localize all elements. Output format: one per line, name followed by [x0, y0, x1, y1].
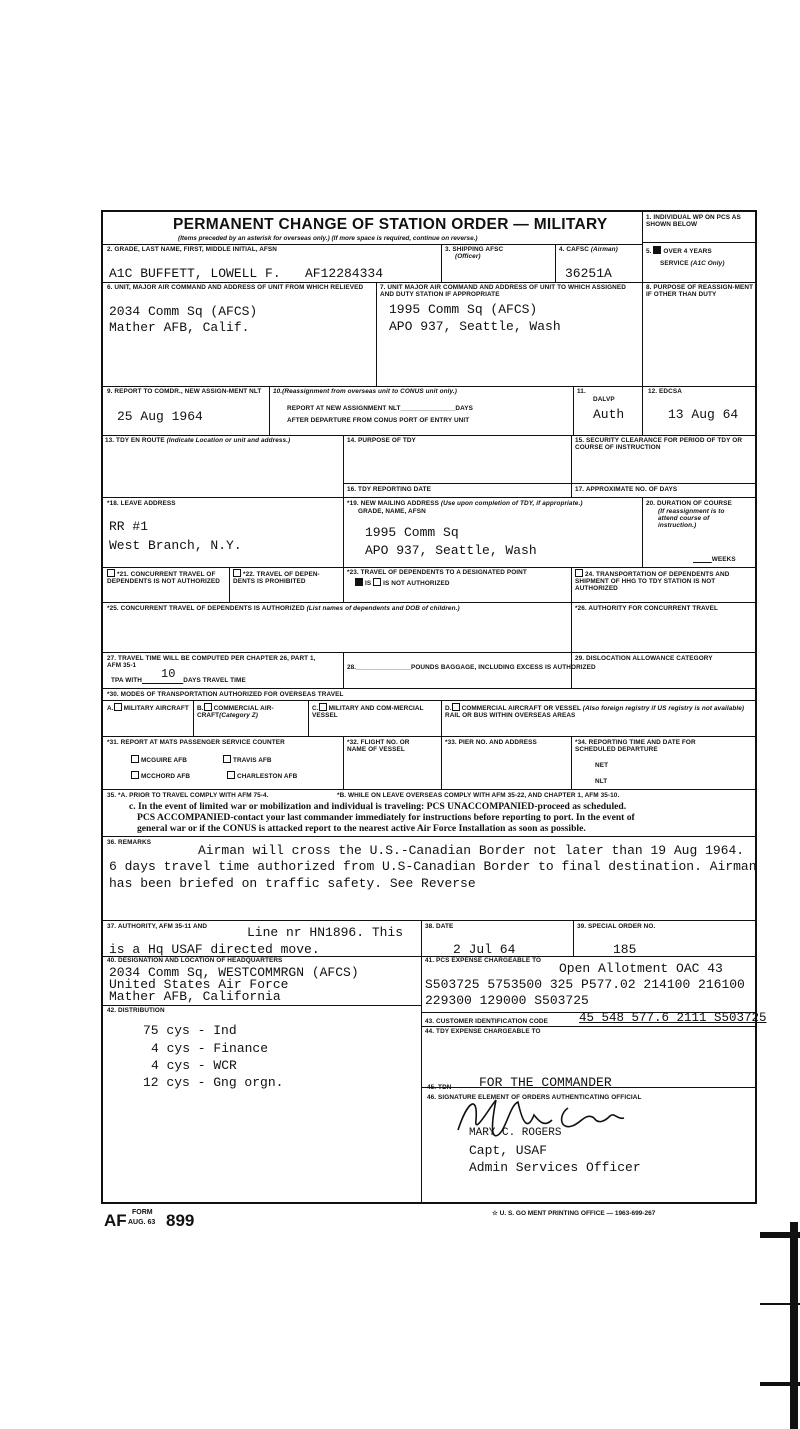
- mcguire-option: MCGUIRE AFB: [131, 755, 187, 764]
- item-20-sub: (If reassignment is to attend course of instruction.): [658, 508, 725, 530]
- item-30-label: *30. MODES OF TRANSPORTATION AUTHORIZED FOR OVERSEAS TRAVEL: [107, 691, 344, 698]
- mcchord-checkbox[interactable]: [131, 771, 139, 779]
- pcs-expense-line-2: S503725 5753500 325 P577.02 214100 216100: [425, 977, 745, 992]
- item-27-tpa: TPA WITH DAYS TRAVEL TIME: [111, 677, 246, 684]
- item-4-label: 4. CAFSC (Airman): [559, 246, 618, 253]
- item-35b-label: *B. WHILE ON LEAVE OVERSEAS COMPLY WITH AFM 35-22, AND CHAPTER 1, AFM 35-10.: [337, 792, 620, 799]
- report-nlt-value: 25 Aug 1964: [117, 409, 203, 424]
- item-37-label: 37. AUTHORITY, AFM 35-11 AND: [107, 923, 208, 930]
- cafsc-value: 36251A: [565, 266, 612, 281]
- signature-image: [448, 1090, 648, 1150]
- item-46-label: 46. SIGNATURE ELEMENT OF ORDERS AUTHENTICATING OFFICIAL: [427, 1094, 642, 1101]
- item-29-label: 29. DISLOCATION ALLOWANCE CATEGORY: [575, 655, 713, 662]
- item-41-label: 41. PCS EXPENSE CHARGEABLE TO: [425, 957, 542, 964]
- item-5-label: 5. OVER 4 YEARS: [646, 248, 712, 255]
- item-23-options: IS IS NOT AUTHORIZED: [355, 578, 450, 587]
- vessel-checkbox[interactable]: [319, 703, 327, 711]
- item-20-weeks: WEEKS: [711, 556, 736, 563]
- hq-line-1: 2034 Comm Sq, WESTCOMMRGN (AFCS): [109, 965, 359, 980]
- item-2-label: 2. GRADE, LAST NAME, FIRST, MIDDLE INITIAL, AFSN: [107, 246, 278, 253]
- remark-line-1: Airman will cross the U.S.-Canadian Border not later than 19 Aug 1964.: [198, 843, 745, 858]
- leave-address-line-2: West Branch, N.Y.: [109, 538, 242, 553]
- form-date: AUG. 63: [128, 1219, 156, 1226]
- item-21-label: *21. CONCURRENT TRAVEL OF DEPENDENTS IS NOT AUTHORIZED: [107, 571, 220, 586]
- item-27-label: 27. TRAVEL TIME WILL BE COMPUTED PER CHAPTER 26, PART 1, AFM 35-1: [107, 655, 316, 670]
- form-prefix: AF: [104, 1211, 127, 1230]
- item-13-label: 13. TDY EN ROUTE (Indicate Location or unit and address.): [105, 437, 291, 444]
- item-22-checkbox[interactable]: [233, 569, 241, 577]
- distribution-line-4: 12 cys - Gng orgn.: [143, 1075, 284, 1090]
- item-32-label: *32. FLIGHT NO. OR NAME OF VESSEL: [347, 739, 410, 754]
- dalvp-value: Auth: [593, 407, 625, 422]
- item-6-label: 6. UNIT, MAJOR AIR COMMAND AND ADDRESS OF UNIT FROM WHICH RELIEVED: [107, 284, 364, 291]
- item-17-label: 17. APPROXIMATE NO. OF DAYS: [575, 486, 678, 493]
- item-9-label: 9. REPORT TO COMDR., NEW ASSIGN-MENT NLT: [107, 388, 262, 395]
- item-12-label: 12. EDCSA: [648, 388, 682, 395]
- form-number: 899: [166, 1211, 195, 1230]
- item-35c-line-1: c. In the event of limited war or mobilization and individual is traveling: PCS UNACCOMPANIED-proceed as scheduled.: [129, 801, 627, 812]
- item-10-text-2: AFTER DEPARTURE FROM CONUS PORT OF ENTRY UNIT: [287, 417, 470, 424]
- item-16-label: 16. TDY REPORTING DATE: [347, 486, 431, 493]
- item-34-label: *34. REPORTING TIME AND DATE FOR SCHEDULED DEPARTURE: [575, 739, 696, 754]
- item-45-label: 45. TDN: [427, 1084, 452, 1091]
- authority-line-1: Line nr HN1896. This: [247, 925, 404, 940]
- item-28-label: 28._______________POUNDS BAGGAGE, INCLUDING EXCESS IS AUTHORIZED: [347, 664, 596, 671]
- item-44-label: 44. TDY EXPENSE CHARGEABLE TO: [425, 1028, 541, 1035]
- travis-option: TRAVIS AFB: [223, 755, 272, 764]
- item-35c-line-2: PCS ACCOMPANIED-contact your last commander immediately for instructions before reporting to port. In the event of: [137, 812, 635, 823]
- item-36-label: 36. REMARKS: [107, 839, 152, 846]
- mailing-address-line-1: 1995 Comm Sq: [365, 525, 459, 540]
- edcsa-value: 13 Aug 64: [668, 407, 739, 422]
- item-15-label: 15. SECURITY CLEARANCE FOR PERIOD OF TDY OR COURSE OF INSTRUCTION: [575, 437, 743, 452]
- distribution-line-1: 75 cys - Ind: [143, 1023, 237, 1038]
- name-value: A1C BUFFETT, LOWELL F.: [109, 266, 281, 281]
- item-11-sub: DALVP: [593, 396, 615, 403]
- item-3-label: 3. SHIPPING AFSC: [445, 246, 504, 253]
- item-25-label: *25. CONCURRENT TRAVEL OF DEPENDENTS IS AUTHORIZED (List names of dependents and DOB of children.): [107, 605, 460, 612]
- item-43-label: 43. CUSTOMER IDENTIFICATION CODE: [425, 1018, 548, 1025]
- item-34-net: NET: [595, 762, 609, 769]
- item-19-sub: GRADE, NAME, AFSN: [358, 508, 426, 515]
- commercial-aircraft-checkbox[interactable]: [204, 703, 212, 711]
- item-42-label: 42. DISTRIBUTION: [107, 1007, 165, 1014]
- tpa-days-value: 10: [161, 667, 176, 681]
- item-10-label: 10.(Reassignment from overseas unit to CONUS unit only.): [273, 388, 457, 395]
- military-aircraft-checkbox[interactable]: [114, 703, 122, 711]
- form-subtitle: (Items preceded by an asterisk for overseas only.) (If more space is required, continue on reverse.): [178, 235, 478, 242]
- customer-code-value: 45 548 577.6 2111 S503725: [579, 1011, 767, 1025]
- distribution-line-2: 4 cys - Finance: [151, 1041, 269, 1056]
- item-20-label: 20. DURATION OF COURSE: [646, 500, 732, 507]
- item-11-label: 11.: [577, 388, 586, 395]
- to-unit-line-1: 1995 Comm Sq (AFCS): [389, 302, 538, 317]
- form-label: FORM: [132, 1209, 153, 1216]
- item-8-label: 8. PURPOSE OF REASSIGN-MENT IF OTHER THAN DUTY: [646, 284, 754, 299]
- afsn-value: AF12284334: [305, 266, 384, 281]
- item-7-label: 7. UNIT MAJOR AIR COMMAND AND ADDRESS OF UNIT TO WHICH ASSIGNED AND DUTY STATION IF APPROPRIATE: [380, 284, 626, 299]
- item-30a-label: A. MILITARY AIRCRAFT: [107, 705, 189, 712]
- mcchord-option: MCCHORD AFB: [131, 771, 190, 780]
- distribution-line-3: 4 cys - WCR: [151, 1058, 237, 1073]
- item-40-label: 40. DESIGNATION AND LOCATION OF HEADQUARTERS: [107, 957, 283, 964]
- item-18-label: *18. LEAVE ADDRESS: [107, 500, 176, 507]
- item-30b-label: B. COMMERCIAL AIR-CRAFT(Category Z): [197, 705, 274, 720]
- leave-address-line-1: RR #1: [109, 519, 149, 534]
- item-3-sub: (Officer): [455, 253, 481, 260]
- form-title: PERMANENT CHANGE OF STATION ORDER — MILITARY: [173, 216, 608, 233]
- from-unit-line-2: Mather AFB, Calif.: [109, 320, 250, 335]
- hq-line-3: Mather AFB, California: [109, 989, 281, 1004]
- printing-office-line: ☆ U. S. GO MENT PRINTING OFFICE — 1963-699-267: [492, 1210, 656, 1217]
- remark-line-2: 6 days travel time authorized from U.S-Canadian Border to final destination. Airman: [109, 859, 757, 874]
- authority-line-2: is a Hq USAF directed move.: [109, 942, 320, 957]
- signature-title: Admin Services Officer: [469, 1160, 641, 1175]
- item-21-checkbox[interactable]: [107, 569, 115, 577]
- item-24-label: 24. TRANSPORTATION OF DEPENDENTS AND SHIPMENT OF HHG TO TDY STATION IS NOT AUTHORIZED: [575, 571, 730, 593]
- item-39-label: 39. SPECIAL ORDER NO.: [577, 923, 656, 930]
- item-10-text: REPORT AT NEW ASSIGNMENT NLT_______________DAYS: [287, 405, 473, 412]
- hq-line-2: United States Air Force: [109, 977, 289, 992]
- item-38-label: 38. DATE: [425, 923, 454, 930]
- travis-checkbox[interactable]: [223, 755, 231, 763]
- item-23-is-not-checkbox[interactable]: [373, 578, 381, 586]
- to-unit-line-2: APO 937, Seattle, Wash: [389, 319, 561, 334]
- pcs-order-form: [101, 210, 767, 1204]
- item-22-label: *22. TRAVEL OF DEPEN-DENTS IS PROHIBITED: [233, 571, 320, 586]
- item-5-label-2: SERVICE (A1C Only): [660, 260, 725, 267]
- charleston-option: CHARLESTON AFB: [227, 771, 297, 780]
- special-order-value: 185: [613, 942, 637, 957]
- mailing-address-line-2: APO 937, Seattle, Wash: [365, 543, 537, 558]
- item-24-checkbox[interactable]: [575, 569, 583, 577]
- from-unit-line-1: 2034 Comm Sq (AFCS): [109, 304, 258, 319]
- item-35a-label: 35. *A. PRIOR TO TRAVEL COMPLY WITH AFM 75-4.: [107, 792, 269, 799]
- scan-mark: [790, 1222, 798, 1429]
- charleston-checkbox[interactable]: [227, 771, 235, 779]
- remark-line-3: has been briefed on traffic safety. See Reverse: [109, 876, 476, 891]
- item-23-label: *23. TRAVEL OF DEPENDENTS TO A DESIGNATED POINT: [347, 569, 527, 576]
- tdn-value: FOR THE COMMANDER: [479, 1075, 612, 1090]
- date-value: 2 Jul 64: [453, 942, 516, 957]
- item-1-label: 1. INDIVIDUAL WP ON PCS AS SHOWN BELOW: [646, 214, 741, 229]
- signature-name: MARY C. ROGERS: [469, 1127, 562, 1139]
- commercial-vessel-checkbox[interactable]: [452, 703, 460, 711]
- item-33-label: *33. PIER NO. AND ADDRESS: [445, 739, 537, 746]
- signature-rank: Capt, USAF: [469, 1143, 548, 1158]
- item-19-label: *19. NEW MAILING ADDRESS (Use upon completion of TDY, if appropriate.): [347, 500, 583, 507]
- item-35c-line-3: general war or if the CONUS is attacked report to the nearest active Air Force Installation as soon as possible.: [137, 823, 586, 834]
- item-31-label: *31. REPORT AT MATS PASSENGER SERVICE COUNTER: [107, 739, 285, 746]
- item-30c-label: C. MILITARY AND COM-MERCIAL VESSEL: [312, 705, 424, 720]
- item-26-label: *26. AUTHORITY FOR CONCURRENT TRAVEL: [575, 605, 719, 612]
- item-14-label: 14. PURPOSE OF TDY: [347, 437, 416, 444]
- mcguire-checkbox[interactable]: [131, 755, 139, 763]
- over-4-years-checkbox[interactable]: [653, 246, 661, 254]
- item-23-is-checkbox[interactable]: [355, 578, 363, 586]
- pcs-expense-line-3: 229300 129000 S503725: [425, 993, 589, 1008]
- item-34-nlt: NLT: [595, 778, 608, 785]
- item-30d-label: D. COMMERCIAL AIRCRAFT OR VESSEL (Also foreign registry if US registry is not available) RAIL OR BUS WITHIN OVERSEAS AREAS: [445, 705, 745, 720]
- pcs-expense-line-1: Open Allotment OAC 43: [559, 961, 723, 976]
